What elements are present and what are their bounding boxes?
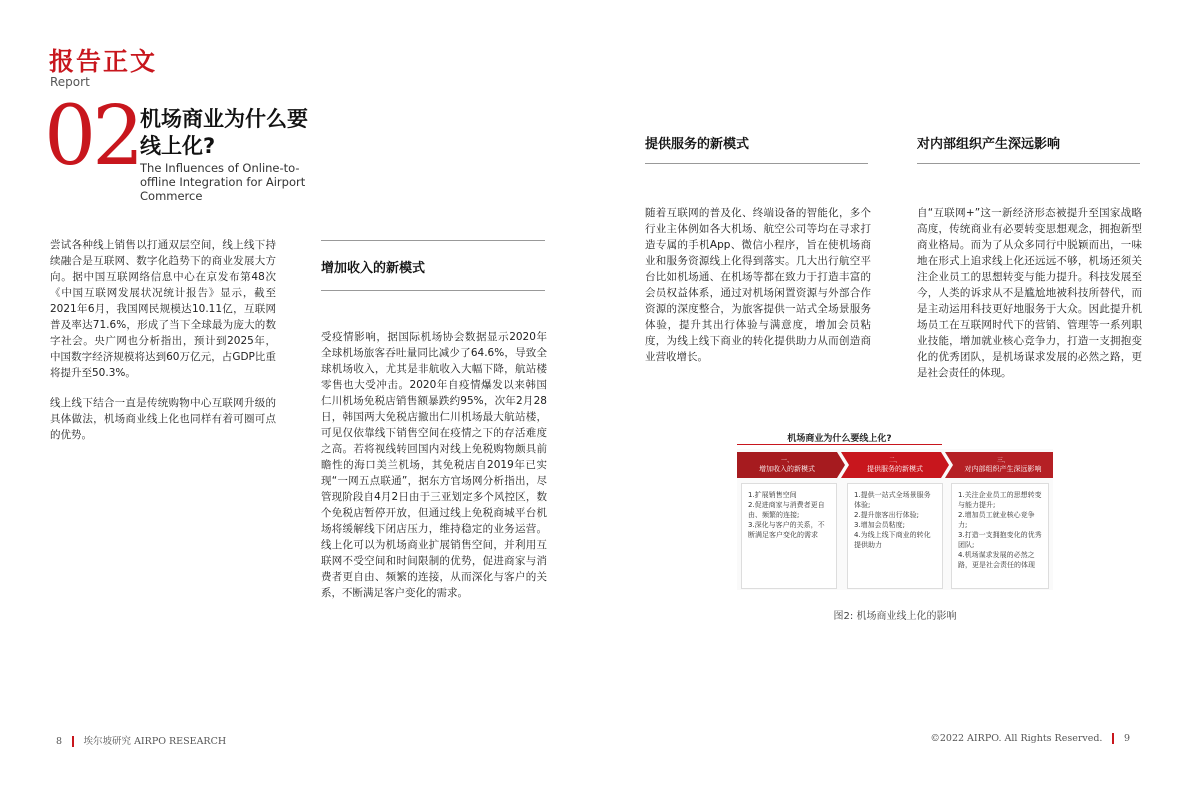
service-paragraph: 随着互联网的普及化、终端设备的智能化，多个行业主体例如各大机场、航空公司等均在寻求打造专属的手机App、微信小程序，旨在使机场商业和服务资源线上化得到落实。几大出行航空平台比如机场通、在机场等都在致力于打造丰富的会员权益体系，通过对机场闲置资源与外部合作资源的深度整合，为旅客提供一站式全场景服务体验，提升其出行体验与满意度，增加会员粘度，为线上线下商业的转化提供助力从而创造商业营收增长。 <box>645 207 871 363</box>
organization-paragraph: 自“互联网+”这一新经济形态被提升至国家战略高度，传统商业有必要转变思想观念，拥抱新型商业格局。而为了从众多同行中脱颖而出，一味地在形式上追求线上化还远远不够，机场还须关注企业员工的思想转变与能力提升。科技发展至今，人类的诉求从不是尴尬地被科技所替代，而是主动运用科技更好地服务于大众。因此提升机场员工在互联网时代下的营销、管理等一系列职业技能，增加就业核心竞争力，打造一支拥抱变化的优秀团队，是机场谋求发展的必然之路，更是社会责任的体现。 <box>917 207 1142 379</box>
footer-brand: 埃尔坡研究 AIRPO RESEARCH <box>83 736 227 747</box>
intro-paragraph-1: 尝试各种线上销售以打通双层空间，线上线下持续融合是互联网、数字化趋势下的商业发展大方向。据中国互联网络信息中心在京发布第48次《中国互联网发展状况统计报告》显示，截至2021年6月，我国网民规模达10.11亿，互联网普及率达71.6%，形成了当下全球最为庞大的数字社会。央广网也分析指出，预计到2025年，中国数字经济规模将达到60万亿元，占GDP比重将提升至50.3%。 <box>50 239 276 379</box>
figure-box-item: 2.增加员工就业核心竞争力; <box>958 511 1035 529</box>
heading-organization-impact: 对内部组织产生深远影响 <box>917 137 1061 152</box>
revenue-paragraph: 受疫情影响，据国际机场协会数据显示2020年全球机场旅客吞吐量同比减少了64.6%，导致全球机场收入，尤其是非航收入大幅下降，航站楼零售也大受冲击。2020年自疫情爆发以来韩国仁川机场免税店销售额暴跌约95%，次年2月28日，韩国两大免税店撤出仁川机场最大航站楼，可见仅依靠线下销售空间在疫情之下的存活难度之高。若将视线转回国内对线上免税购物颇具前瞻性的海口美兰机场，其免税店自2019年已实现“一网五点联通”，据东方官场网分析指出，尽管现阶段自4月2日由于三亚划定多个风控区，数个免税店暂停开放，但通过线上免税商城平台机场将缓解线下闭店压力，维持稳定的业务运营。线上化可以为机场商业扩展销售空间，并利用互联网不受空间和时间限制的优势，促进商家与消费者更自由、频繁的连接，从而深化与客户的关系，不断满足客户变化的需求。 <box>321 331 547 599</box>
chevron-row <box>737 452 1053 478</box>
figure-box-service <box>847 483 943 589</box>
figure-box-item: 3.深化与客户的关系，不断满足客户变化的需求 <box>748 521 825 539</box>
chevron-3-label: 对内部组织产生深远影响 <box>964 465 1042 473</box>
figure-diagram <box>737 449 1053 590</box>
column-intro <box>50 237 276 443</box>
column-divider-top <box>321 240 545 241</box>
chevron-2-label: 提供服务的新模式 <box>867 465 923 473</box>
figure-box-item: 3.增加会员粘度; <box>854 521 906 529</box>
intro-paragraph-2: 线上线下结合一直是传统购物中心互联网升级的具体做法，机场商业线上化也同样有着可圈可点的优势。 <box>50 397 276 441</box>
page-number-right: 9 <box>1123 733 1130 744</box>
figure-box-item: 4.机场谋求发展的必然之路，更是社会责任的体现 <box>958 551 1035 569</box>
figure-box-organization <box>951 483 1049 589</box>
column-service <box>645 205 871 365</box>
section-number: 02 <box>44 89 141 184</box>
page-number-left: 8 <box>56 736 63 747</box>
figure-caption: 图2: 机场商业线上化的影响 <box>833 611 957 622</box>
footer-separator <box>72 736 74 747</box>
figure-box-item: 1.扩展销售空间 <box>748 491 797 499</box>
column-divider <box>917 163 1140 164</box>
heading-service-model: 提供服务的新模式 <box>645 137 750 152</box>
figure-box-item: 1.提供一站式全场景服务体验; <box>854 491 931 509</box>
figure-title-underline <box>737 444 942 445</box>
chevron-1-label: 增加收入的新模式 <box>759 465 815 473</box>
page-header-subtitle: Report <box>50 75 90 89</box>
figure-box-item: 2.提升旅客出行体验; <box>854 511 920 519</box>
section-title: 机场商业为什么要线上化? <box>140 107 308 158</box>
column-divider-bottom <box>321 290 545 291</box>
footer-separator <box>1112 733 1114 744</box>
figure-box-revenue <box>741 483 837 589</box>
chevron-3-num: 三、 <box>996 457 1010 464</box>
footer-copyright: ©2022 AIRPO. All Rights Reserved. <box>930 733 1103 744</box>
footer-right <box>930 733 1130 744</box>
column-revenue <box>321 329 547 601</box>
chevron-1-num: 一、 <box>780 457 794 464</box>
figure-box-item: 2.促进商家与消费者更自由、频繁的连接; <box>748 501 825 519</box>
chevron-2-num: 二、 <box>888 457 902 464</box>
figure-box-item: 4.为线上线下商业的转化提供助力 <box>854 531 931 549</box>
column-organization <box>917 205 1142 381</box>
heading-revenue-model: 增加收入的新模式 <box>321 261 426 276</box>
figure-box-item: 3.打造一支拥抱变化的优秀团队; <box>958 531 1042 549</box>
column-divider <box>645 163 868 164</box>
figure-box-item: 1.关注企业员工的思想转变与能力提升; <box>958 491 1042 509</box>
footer-left <box>56 733 226 747</box>
page-header-title: 报告正文 <box>49 47 158 76</box>
section-title-english: The Influences of Online-to-offline Integration for Airport Commerce <box>140 161 306 203</box>
figure-title: 机场商业为什么要线上化? <box>787 434 892 444</box>
